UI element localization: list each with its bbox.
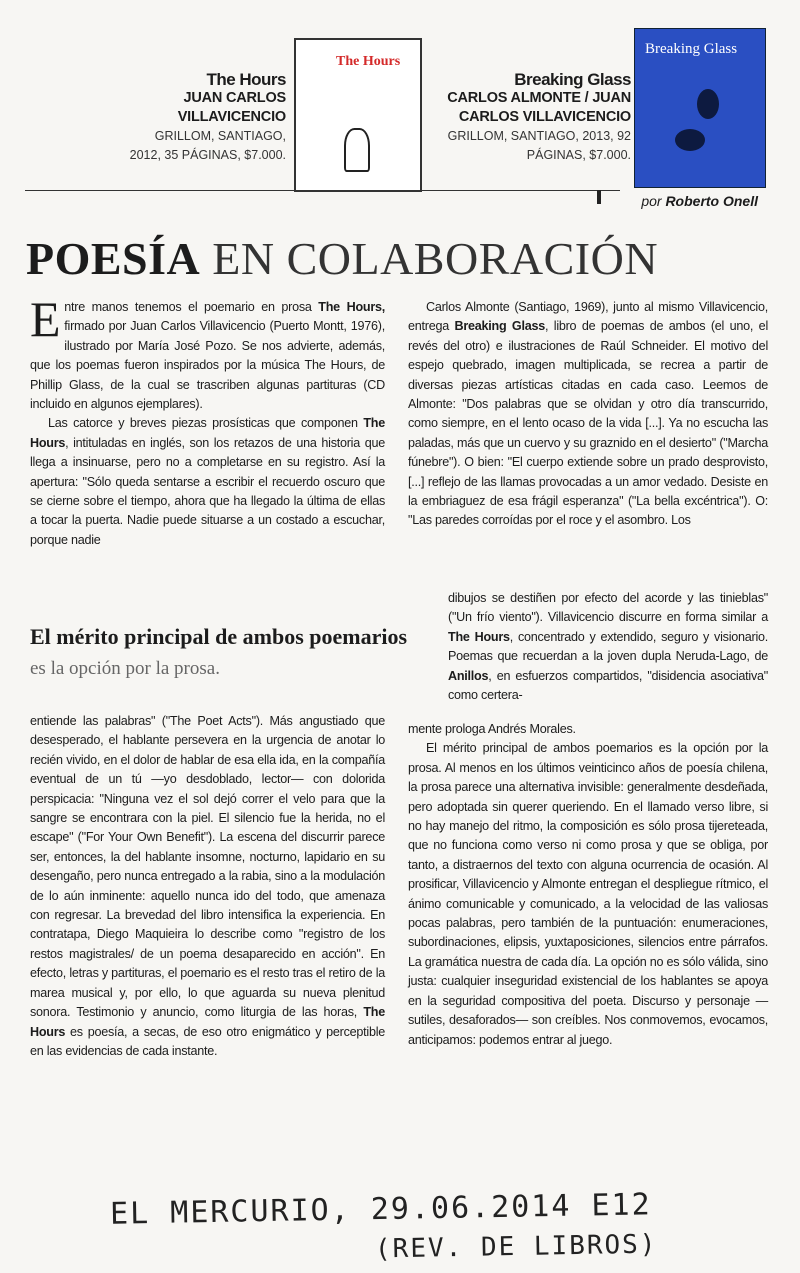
article-paragraph xyxy=(408,739,768,1050)
book-title-mention: The Hours xyxy=(30,1005,385,1039)
pull-quote xyxy=(30,622,410,684)
article-paragraph xyxy=(30,291,385,414)
article-text: mente prologa Andrés Morales. xyxy=(408,722,576,736)
article-paragraph xyxy=(408,720,768,739)
headline xyxy=(26,232,658,285)
article-text: , en esfuerzos compartidos, "disidencia asociativa" como certera- xyxy=(448,668,768,703)
headline-bold: POESÍA xyxy=(26,233,201,284)
article-text: es poesía, a secas, de eso otro enigmático y perceptible en las evidencias de cada instante. xyxy=(30,1024,385,1058)
article-text: Carlos Almonte (Santiago, 1969), junto al mismo Villavicencio, entrega xyxy=(408,300,768,334)
book-cover-the-hours xyxy=(294,38,422,192)
headline-light: EN COLABORACIÓN xyxy=(212,233,659,284)
book-publication: GRILLOM, SANTIAGO, 2012, 35 PÁGINAS, $7.000. xyxy=(129,129,286,162)
article-column-right-a xyxy=(408,298,768,531)
article-paragraph xyxy=(448,589,768,705)
article-text: El mérito principal de ambos poemarios es la opción por la prosa. Al menos en los últimos veinticinco años de poesía chilena, la prosa parece una alternativa invisible: generalmente desdeñada, pero adoptada sin querer queriendo. En el llamado verso libre, si no hay manejo del ritmo, la composición es sólo prosa tijereteada, que no funciona como verso ni como prosa y que se obliga, por tanto, a distraernos del texto con alguna ocurrencia de ocasión. Al prosificar, Villavicencio y Almonte entregan el despliegue rítmico, el ánimo comunicable y comunicado, a la velocidad de las valiosas pocas palabras, pero también de la puntuación: enumeraciones, subordinaciones, elipsis, yuxtaposiciones, silencios entre párrafos. La gramática nuestra de cada día. La opción no es sólo válida, sino justa: cualquier inseguridad existencial de los hablantes se apoya en la seguridad compositiva del poeta. Discurso y personaje —sutiles, desaforados— son creíbles. Nos conmovemos, evocamos, anticipamos: podemos entrar al juego. xyxy=(408,741,768,1047)
article-column-left-bottom xyxy=(30,712,385,1061)
article-text: Las catorce y breves piezas prosísticas que componen xyxy=(48,416,364,431)
cover-title: The Hours xyxy=(336,54,401,69)
cover-illustration xyxy=(675,129,705,151)
book-publication: GRILLOM, SANTIAGO, 2013, 92 PÁGINAS, $7.000. xyxy=(447,129,631,162)
book-cover-breaking-glass xyxy=(634,28,766,188)
cover-title: Breaking Glass xyxy=(645,41,738,57)
drop-cap: E xyxy=(30,291,61,347)
article-text: , libro de poemas de ambos (el uno, el revés del otro) e ilustraciones de Raúl Schneider. El motivo del espejo quebrado, imagen multiplicada, se recrea a partir de diversas piezas artísticas citadas en cada caso. Leemos de Almonte: "Dos palabras que se olvidan y otro día transcurrido, como siempre, en el lento ocaso de la vida [...]. Ya no escucha las paladas, más que un cuervo y su graznido en el desierto" ("Marcha fúnebre"). O bien: "El cuerpo extiende sobre un prado desprovisto, [...] reflejo de las llamas provocadas a un amor vedado. Desiste en la embriaguez de esa frágil esperanza" ("La bella excéntrica"). O: "Las paredes corroídas por el roce y el asombro. Los xyxy=(408,319,768,528)
book-title-mention: The Hours xyxy=(30,416,385,450)
book-authors: CARLOS ALMONTE / JUAN CARLOS VILLAVICENCIO xyxy=(447,90,631,125)
book-title: The Hours xyxy=(206,70,286,89)
book-title: Breaking Glass xyxy=(514,70,631,89)
handwritten-source-note: EL MERCURIO, 29.06.2014 E12 xyxy=(109,1187,652,1232)
book-authors: JUAN CARLOS VILLAVICENCIO xyxy=(177,90,286,125)
divider-tick xyxy=(597,190,601,204)
book-info-the-hours xyxy=(120,70,286,165)
article-text: ntre manos tenemos el poemario en prosa xyxy=(64,300,319,314)
article-text: entiende las palabras" ("The Poet Acts"). Más angustiado que desesperado, el hablante persevera en la urgencia de anotar lo recién vivido, en el dolor de hablar de esa ella ida, en la compañía eventual de un tú —yo desdoblado, lector— con dolorida perspicacia: "Ninguna vez el sol dejó correr el velo para que la sangre se encontrara con la piel. El silencio fue la herida, no el escape" ("For Your Own Benefit"). La escena del discurrir parece ser, entonces, la del hablante insomne, nocturno, lapidario en su desengaño, pero nunca entregado a la rabia, sino a la modulación de lo aún inminente: aquello nunca ido del todo, que amenaza con regresar. La brevedad del libro intensifica la experiencia. En contratapa, Diego Maquieira lo describe como "registro de los restos magistrales/ de un poema desaparecido en acción". En efecto, letras y partituras, el poemario es el resto tras el retiro de la marea musical y, por ello, lo que aguarda su nueva plenitud sonora. Testimonio y anuncio, como liturgia de las horas, xyxy=(30,714,385,1020)
pull-quote-normal: es la opción por la prosa. xyxy=(30,658,220,679)
book-title-mention: Breaking Glass xyxy=(454,319,545,334)
article-column-right-c xyxy=(408,720,768,1050)
handwritten-section-note: (REV. DE LIBROS) xyxy=(374,1229,658,1265)
pull-quote-bold: El mérito principal de ambos poemarios xyxy=(30,624,408,649)
book-title-mention: Anillos xyxy=(448,668,489,683)
byline-prefix: por xyxy=(641,193,662,209)
book-info-breaking-glass xyxy=(425,70,631,165)
article-text: , concentrado y extendido, seguro y visionario. Poemas que recuerdan a la joven dupla Neruda-Lago, de xyxy=(448,629,768,664)
byline-author: Roberto Onell xyxy=(665,193,758,209)
cover-illustration xyxy=(344,128,370,172)
article-text: firmado por Juan Carlos Villavicencio (Puerto Montt, 1976), ilustrado por María José Pozo. Se nos advierte, además, que los poemas fueron inspirados por la música The Hours, de Phillip Glass, de la cual se trascriben algunas partituras (CD incluido en algunos ejemplares). xyxy=(30,319,385,412)
cover-illustration xyxy=(697,89,719,119)
article-paragraph xyxy=(30,712,385,1061)
book-title-mention: The Hours, xyxy=(318,300,385,314)
article-column-right-b xyxy=(448,589,768,705)
divider xyxy=(25,190,620,191)
article-text: dibujos se destiñen por efecto del acorde y las tinieblas" ("Un frío viento"). Villavicencio discurre en forma similar a xyxy=(448,591,768,625)
article-column-left-top xyxy=(30,291,385,550)
article-paragraph xyxy=(408,298,768,531)
article-paragraph xyxy=(30,414,385,550)
article-text: , intituladas en inglés, son los retazos de una historia que llega a insinuarse, pero no a completarse en su registro. Así la apertura: "Sólo queda sentarse a escribir el recuerdo oscuro que se cierne sobre el tiempo, ahora que ha llegado la última de ellas a tocar la puerta. Nadie puede situarse a un costado a escuchar, porque nadie xyxy=(30,435,385,547)
book-title-mention: The Hours xyxy=(448,629,510,644)
byline xyxy=(641,193,758,209)
